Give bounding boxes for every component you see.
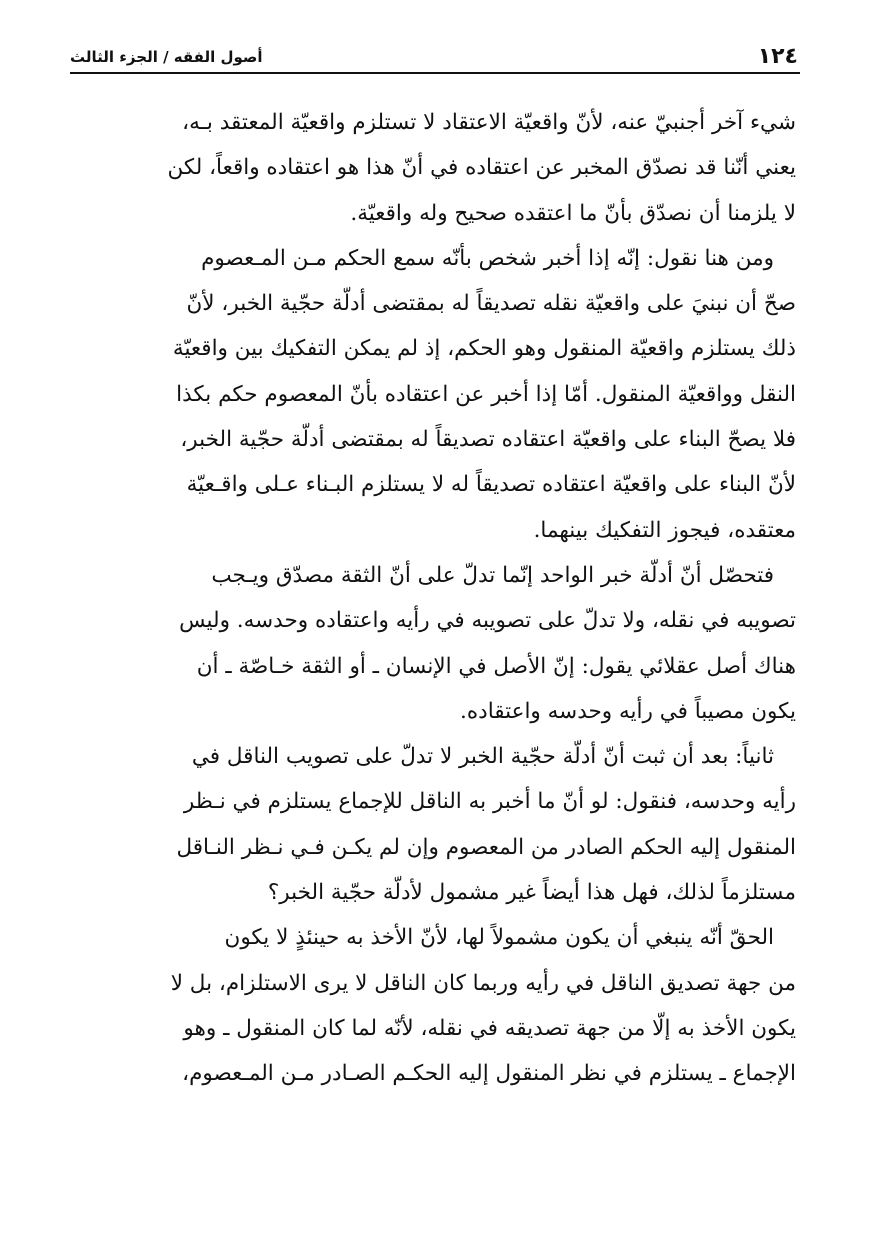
text-line: من جهة تصديق الناقل في رأيه وربما كان الناقل لا يرى الاستلزام، بل لا [170,970,796,996]
text-line: هناك أصل عقلائي يقول: إنّ الأصل في الإنسان ـ أو الثقة خـاصّة ـ أن [196,653,796,679]
page-body [72,100,796,1097]
text-line: لأنّ البناء على واقعيّة اعتقاده تصديقاً له لا يستلزم البـناء عـلى واقـعيّة [186,472,796,498]
text-line: ثانياً: بعد أن ثبت أنّ أدلّة حجّية الخبر لا تدلّ على تصويب الناقل في [191,744,774,770]
header-rule [70,72,800,74]
running-header [70,38,798,70]
text-line: يعني أنّنا قد نصدّق المخبر عن اعتقاده في أنّ هذا هو اعتقاده واقعاً، لكن [167,155,796,181]
text-line: ومن هنا نقول: إنّه إذا أخبر شخص بأنّه سمع الحكم مـن المـعصوم [201,245,774,271]
text-line: رأيه وحدسه، فنقول: لو أنّ ما أخبر به الناقل للإجماع يستلزم في نـظر [183,789,796,815]
text-line: الإجماع ـ يستلزم في نظر المنقول إليه الحكـم الصـادر مـن المـعصوم، [182,1061,796,1087]
text-line: معتقده، فيجوز التفكيك بينهما. [533,517,796,543]
text-line: فلا يصحّ البناء على واقعيّة اعتقاده تصديقاً له بمقتضى أدلّة حجّية الخبر، [180,427,796,453]
text-line: لا يلزمنا أن نصدّق بأنّ ما اعتقده صحيح وله واقعيّة. [350,200,796,226]
text-line: المنقول إليه الحكم الصادر من المعصوم وإن لم يكـن فـي نـظر النـاقل [176,834,796,860]
text-line: تصويبه في نقله، ولا تدلّ على تصويبه في رأيه واعتقاده وحدسه. وليس [179,608,796,634]
page-number: ١٢٤ [757,44,798,69]
book-title: أصول الفقه / الجزء الثالث [70,48,263,66]
text-line: ذلك يستلزم واقعيّة المنقول وهو الحكم، إذ لم يمكن التفكيك بين واقعيّة [172,336,796,362]
text-line: شيء آخر أجنبيّ عنه، لأنّ واقعيّة الاعتقاد لا تستلزم واقعيّة المعتقد بـه، [182,110,796,135]
text-line: النقل وواقعيّة المنقول. أمّا إذا أخبر عن اعتقاده بأنّ المعصوم حكم بكذا [176,381,796,407]
text-line: يكون مصيباً في رأيه وحدسه واعتقاده. [460,698,796,724]
text-line: يكون الأخذ به إلّا من جهة تصديقه في نقله، لأنّه لما كان المنقول ـ وهو [183,1015,796,1041]
text-line: الحقّ أنّه ينبغي أن يكون مشمولاً لها، لأنّ الأخذ به حينئذٍ لا يكون [224,925,774,951]
text-line: فتحصّل أنّ أدلّة خبر الواحد إنّما تدلّ على أنّ الثقة مصدّق ويـجب [211,562,774,588]
text-line: صحّ أن نبنيَ على واقعيّة نقله تصديقاً له بمقتضى أدلّة حجّية الخبر، لأنّ [186,291,796,317]
text-line: مستلزماً لذلك، فهل هذا أيضاً غير مشمول لأدلّة حجّية الخبر؟ [267,880,796,906]
